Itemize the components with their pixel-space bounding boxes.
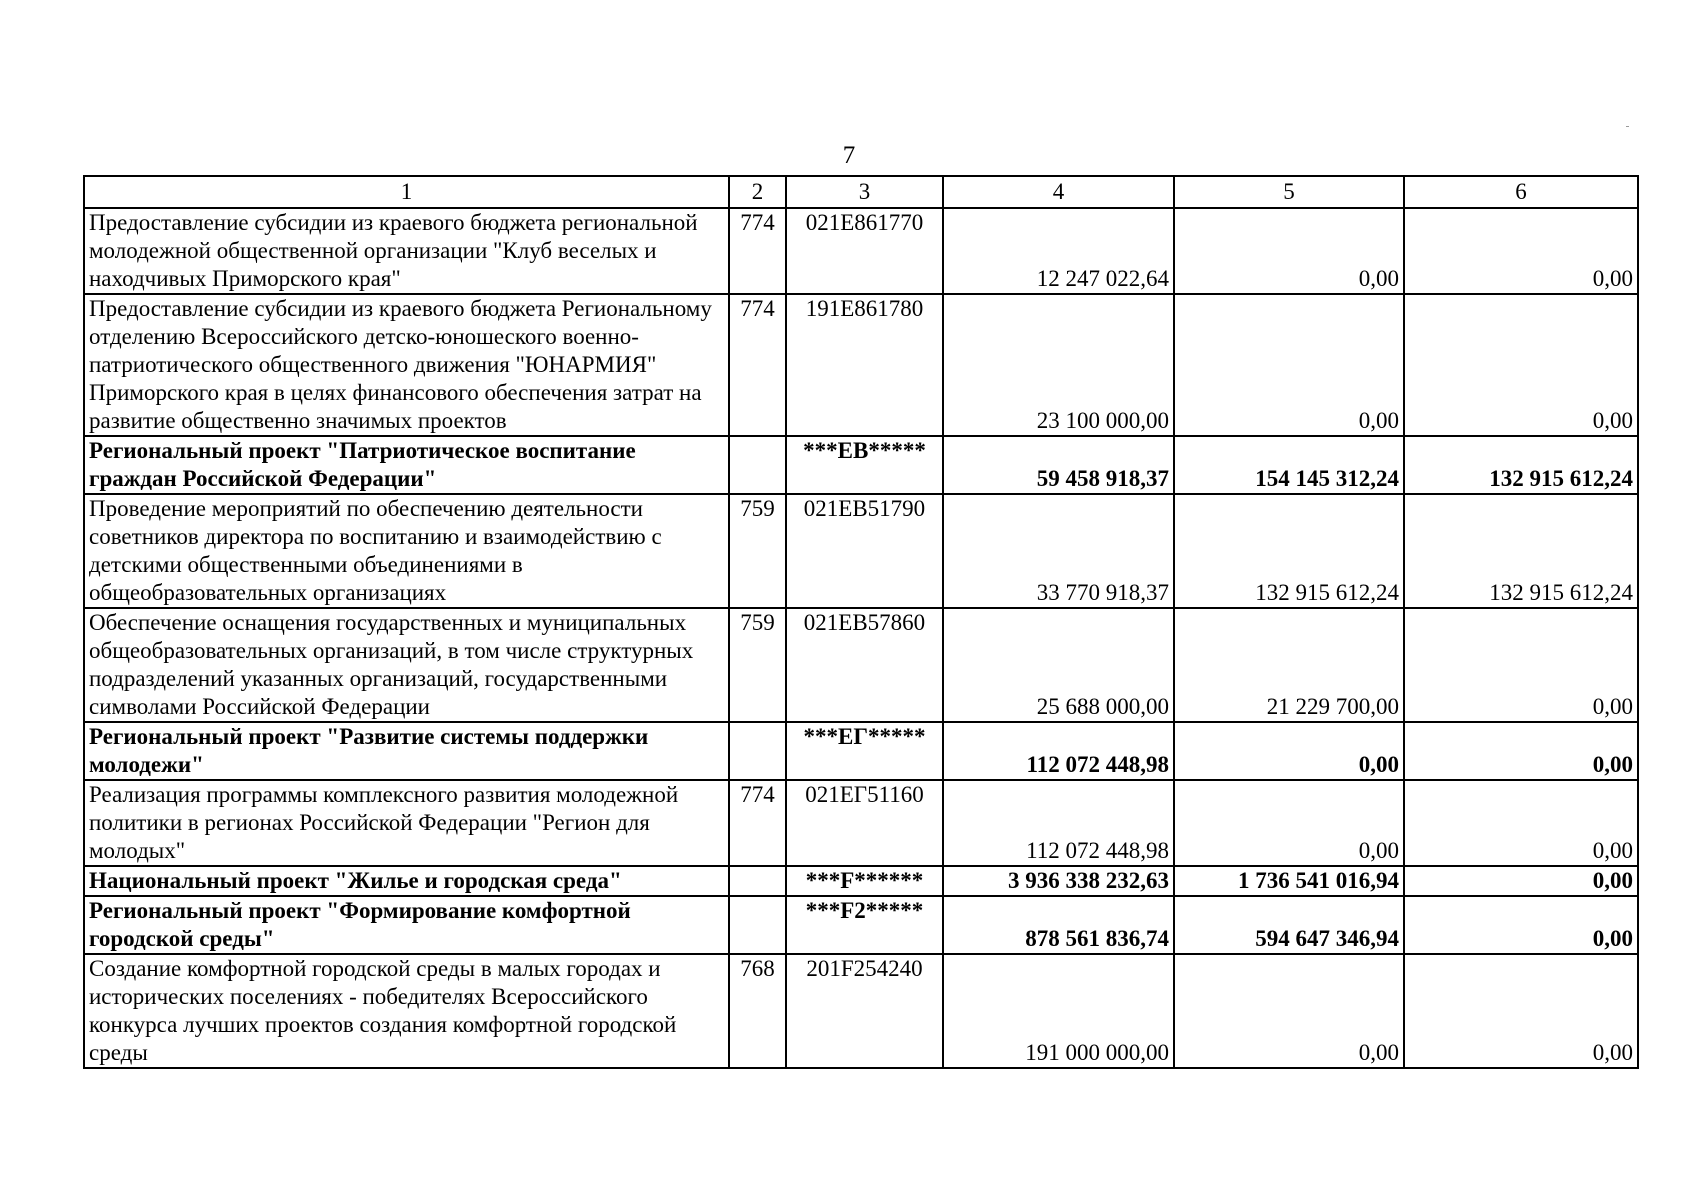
row-col4-cell: 191 000 000,00 [943, 954, 1174, 1068]
row-name-cell: Региональный проект "Формирование комфортной городской среды" [84, 896, 729, 954]
row-col3-cell: ***F2***** [786, 896, 943, 954]
row-col3-cell: ***F****** [786, 866, 943, 896]
row-name-cell: Проведение мероприятий по обеспечению деятельности советников директора по воспитанию и взаимодействию с детскими общественными объединениями в общеобразовательных организациях [84, 494, 729, 608]
column-header-2: 2 [729, 176, 786, 208]
row-col5-cell: 1 736 541 016,94 [1174, 866, 1404, 896]
row-col2-cell: 759 [729, 494, 786, 608]
column-header-3: 3 [786, 176, 943, 208]
row-col4-cell: 12 247 022,64 [943, 208, 1174, 294]
row-col2-cell [729, 866, 786, 896]
table-row [84, 780, 1638, 866]
row-col6-cell: 0,00 [1404, 294, 1638, 436]
scan-speck [1626, 126, 1629, 127]
row-col4-cell: 112 072 448,98 [943, 722, 1174, 780]
table-row [84, 866, 1638, 896]
row-col5-cell: 154 145 312,24 [1174, 436, 1404, 494]
row-col6-cell: 132 915 612,24 [1404, 436, 1638, 494]
table-row [84, 208, 1638, 294]
row-col3-cell: 021EГ51160 [786, 780, 943, 866]
row-col2-cell [729, 436, 786, 494]
row-name-cell: Региональный проект "Развитие системы поддержки молодежи" [84, 722, 729, 780]
column-header-4: 4 [943, 176, 1174, 208]
row-col5-cell: 0,00 [1174, 208, 1404, 294]
row-col4-cell: 112 072 448,98 [943, 780, 1174, 866]
row-col2-cell: 774 [729, 780, 786, 866]
row-name-cell: Национальный проект "Жилье и городская среда" [84, 866, 729, 896]
row-col6-cell: 0,00 [1404, 208, 1638, 294]
row-col2-cell [729, 896, 786, 954]
row-name-cell: Региональный проект "Патриотическое воспитание граждан Российской Федерации" [84, 436, 729, 494]
column-header-5: 5 [1174, 176, 1404, 208]
row-col6-cell: 0,00 [1404, 866, 1638, 896]
row-col4-cell: 33 770 918,37 [943, 494, 1174, 608]
table-row [84, 494, 1638, 608]
row-col6-cell: 0,00 [1404, 954, 1638, 1068]
row-col3-cell: 021EB57860 [786, 608, 943, 722]
row-col5-cell: 0,00 [1174, 954, 1404, 1068]
row-col4-cell: 3 936 338 232,63 [943, 866, 1174, 896]
row-col5-cell: 0,00 [1174, 294, 1404, 436]
page-number: 7 [842, 142, 856, 169]
budget-table [83, 175, 1639, 1069]
row-col3-cell: 021E861770 [786, 208, 943, 294]
row-col4-cell: 23 100 000,00 [943, 294, 1174, 436]
row-col2-cell [729, 722, 786, 780]
column-number-row [84, 176, 1638, 208]
column-header-6: 6 [1404, 176, 1638, 208]
row-col2-cell: 774 [729, 294, 786, 436]
row-col5-cell: 0,00 [1174, 780, 1404, 866]
row-name-cell: Обеспечение оснащения государственных и муниципальных общеобразовательных организаций, в том числе структурных подразделений указанных организаций, государственными символами Российской Федерации [84, 608, 729, 722]
row-col4-cell: 25 688 000,00 [943, 608, 1174, 722]
row-col6-cell: 0,00 [1404, 722, 1638, 780]
table-row [84, 436, 1638, 494]
row-col6-cell: 0,00 [1404, 896, 1638, 954]
row-col5-cell: 132 915 612,24 [1174, 494, 1404, 608]
row-col2-cell: 774 [729, 208, 786, 294]
table-row [84, 294, 1638, 436]
table-row [84, 722, 1638, 780]
row-col6-cell: 132 915 612,24 [1404, 494, 1638, 608]
row-name-cell: Реализация программы комплексного развития молодежной политики в регионах Российской Федерации "Регион для молодых" [84, 780, 729, 866]
row-col5-cell: 594 647 346,94 [1174, 896, 1404, 954]
table-row [84, 896, 1638, 954]
row-col5-cell: 0,00 [1174, 722, 1404, 780]
row-col3-cell: 021EB51790 [786, 494, 943, 608]
row-col6-cell: 0,00 [1404, 780, 1638, 866]
row-col2-cell: 759 [729, 608, 786, 722]
row-col4-cell: 878 561 836,74 [943, 896, 1174, 954]
column-header-1: 1 [84, 176, 729, 208]
row-col2-cell: 768 [729, 954, 786, 1068]
row-col3-cell: ***EГ***** [786, 722, 943, 780]
row-name-cell: Предоставление субсидии из краевого бюджета Региональному отделению Всероссийского детско-юношеского военно-патриотического общественного движения "ЮНАРМИЯ" Приморского края в целях финансового обеспечения затрат на развитие общественно значимых проектов [84, 294, 729, 436]
row-name-cell: Создание комфортной городской среды в малых городах и исторических поселениях - победителях Всероссийского конкурса лучших проектов создания комфортной городской среды [84, 954, 729, 1068]
table-row [84, 954, 1638, 1068]
table-row [84, 608, 1638, 722]
row-col3-cell: 191E861780 [786, 294, 943, 436]
row-col3-cell: ***EB***** [786, 436, 943, 494]
row-col5-cell: 21 229 700,00 [1174, 608, 1404, 722]
row-col6-cell: 0,00 [1404, 608, 1638, 722]
row-name-cell: Предоставление субсидии из краевого бюджета региональной молодежной общественной организации "Клуб веселых и находчивых Приморского края" [84, 208, 729, 294]
row-col4-cell: 59 458 918,37 [943, 436, 1174, 494]
row-col3-cell: 201F254240 [786, 954, 943, 1068]
